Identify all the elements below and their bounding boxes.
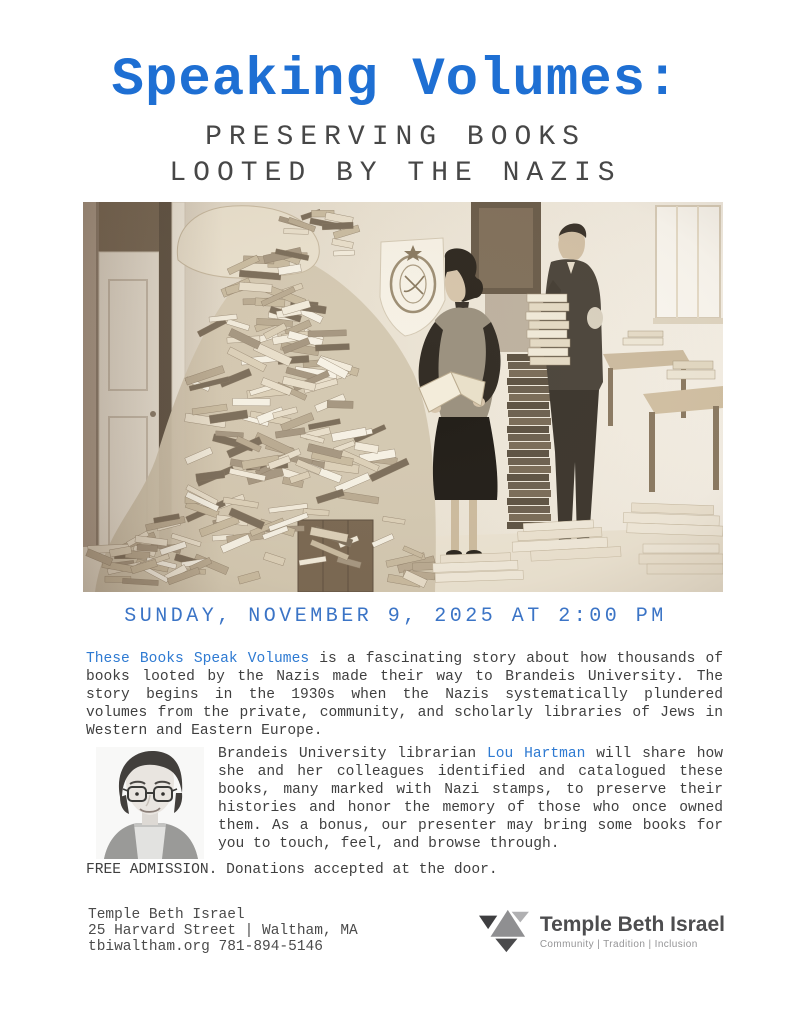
- logo-name: Temple Beth Israel: [539, 912, 725, 936]
- intro-paragraph: [86, 650, 723, 740]
- subtitle-line-1: PRESERVING BOOKS: [205, 122, 586, 153]
- temple-logo: [476, 907, 725, 955]
- page-title: Speaking Volumes:: [111, 50, 680, 111]
- contact-block: [88, 907, 358, 955]
- org-name: Temple Beth Israel: [88, 907, 245, 923]
- temple-logo-mark-icon: [476, 907, 530, 955]
- event-date: SUNDAY, NOVEMBER 9, 2025 AT 2:00 PM: [124, 605, 667, 628]
- subtitle: [0, 120, 791, 192]
- historical-photo-illustration: [83, 202, 723, 592]
- footer: [88, 907, 725, 955]
- org-web-phone: tbiwaltham.org 781-894-5146: [88, 939, 323, 955]
- main-photo: [83, 202, 723, 592]
- portrait-illustration: [96, 747, 204, 859]
- logo-text: [540, 913, 725, 950]
- body-copy: [86, 650, 723, 879]
- speaker-paragraph: [86, 745, 723, 861]
- admission-note: FREE ADMISSION. Donations accepted at the door.: [86, 862, 498, 878]
- speaker-text-before: Brandeis University librarian: [218, 746, 487, 762]
- vignette-overlay: [83, 202, 723, 592]
- speaker-text-after: will share how she and her colleagues identified and catalogued these books, many marked with Nazi stamps, to preserve their histories and honor the memory of those who once owned them. As a bonus, our presenter may bring some books for you to touch, feel, and browse through.: [218, 746, 723, 852]
- speaker-portrait: [96, 747, 204, 859]
- speaker-name: Lou Hartman: [486, 746, 586, 762]
- subtitle-line-2: LOOTED BY THE NAZIS: [169, 158, 622, 189]
- intro-highlight: These Books Speak Volumes: [86, 651, 310, 667]
- logo-tagline: Community | Tradition | Inclusion: [539, 938, 698, 950]
- intro-text: is a fascinating story about how thousands of books looted by the Nazis made their way to Brandeis University. The story begins in the 1930s when the Nazis systematically plundered volumes from the private, community, and scholarly libraries of Jews in Western and Eastern Europe.: [86, 651, 723, 739]
- org-address: 25 Harvard Street | Waltham, MA: [88, 923, 358, 939]
